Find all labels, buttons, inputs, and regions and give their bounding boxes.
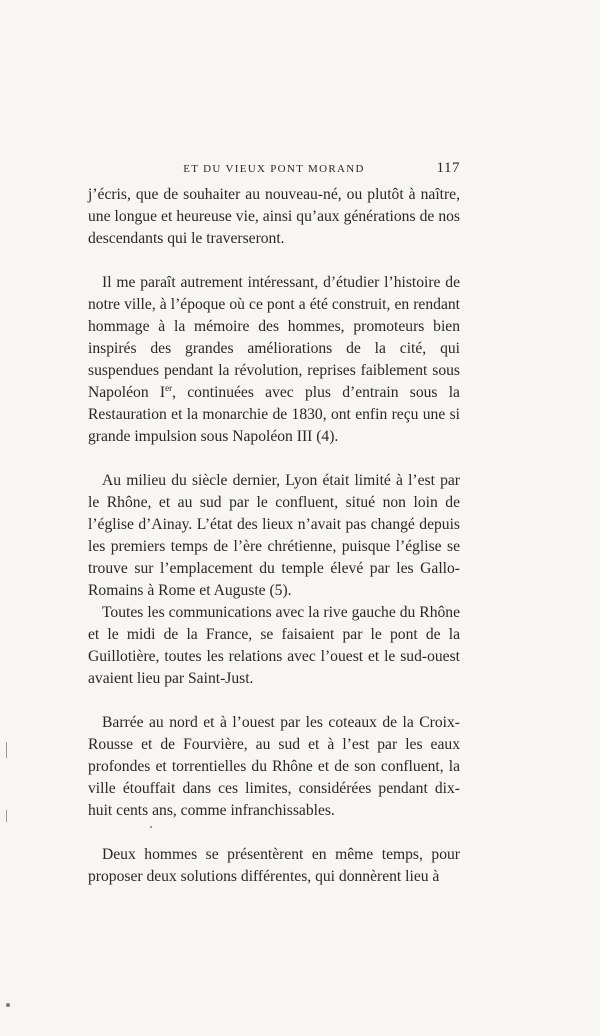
ink-speck — [6, 1003, 10, 1007]
ink-speck — [150, 826, 152, 828]
running-title: ET DU VIEUX PONT MORAND — [183, 163, 365, 175]
paragraph-two-men: Deux hommes se présentèrent en même temps, pour proposer deux solutions différentes, qui donnèrent lieu à — [88, 846, 460, 885]
paragraph-continuation: j’écris, que de souhaiter au nouveau-né, ou plutôt à naître, une longue et heureuse vie, ainsi qu’aux générations de nos descendants qui le traverseront. — [88, 186, 460, 247]
napoleon-superscript: er — [165, 382, 173, 393]
running-head — [88, 160, 460, 180]
paragraph-lyon-limits: Au milieu du siècle dernier, Lyon était limité à l’est par le Rhône, et au sud par le confluent, situé non loin de l’église d’Ainay. L’état des lieux n’avait pas changé depuis les premiers temps de l’ère chrétienne, puisque l’église se trouve sur l’emplacement du temple élevé par les Gallo-Romains à Rome et Auguste (5). — [88, 472, 460, 599]
paragraph-history-text: Il me paraît autrement intéressant, d’étudier l’histoire de notre ville, à l’époque où ce pont a été construit, en rendant hommage à la mémoire des hommes, promoteurs bien inspirés des grandes améliorations de la cité, qui suspendues pendant la révolution, reprises faiblement sous Napoléon — [88, 274, 460, 401]
paragraph-history-rest: , continuées avec plus d’entrain sous la Restauration et la monarchie de 1830, ont enfin reçu une si grande impulsion sous Napoléon III (4). — [88, 384, 460, 445]
margin-mark — [6, 810, 7, 822]
body-text — [88, 184, 460, 888]
page-number: 117 — [436, 160, 460, 176]
paragraph-barrier: Barrée au nord et à l’ouest par les coteaux de la Croix-Rousse et de Fourvière, au sud et à l’est par les eaux profondes et torrentielles du Rhône et de son confluent, la ville étouffait dans ces limites, considérées pendant dix-huit cents ans, comme infranchissables. — [88, 714, 460, 819]
paragraph-history — [88, 272, 460, 448]
paragraph-communications: Toutes les communications avec la rive gauche du Rhône et le midi de la France, se faisaient par le pont de la Guillotière, toutes les relations avec l’ouest et le sud-ouest avaient lieu par Saint-Just. — [88, 604, 460, 687]
napoleon-numeral: I — [159, 384, 166, 401]
margin-mark — [6, 742, 7, 758]
